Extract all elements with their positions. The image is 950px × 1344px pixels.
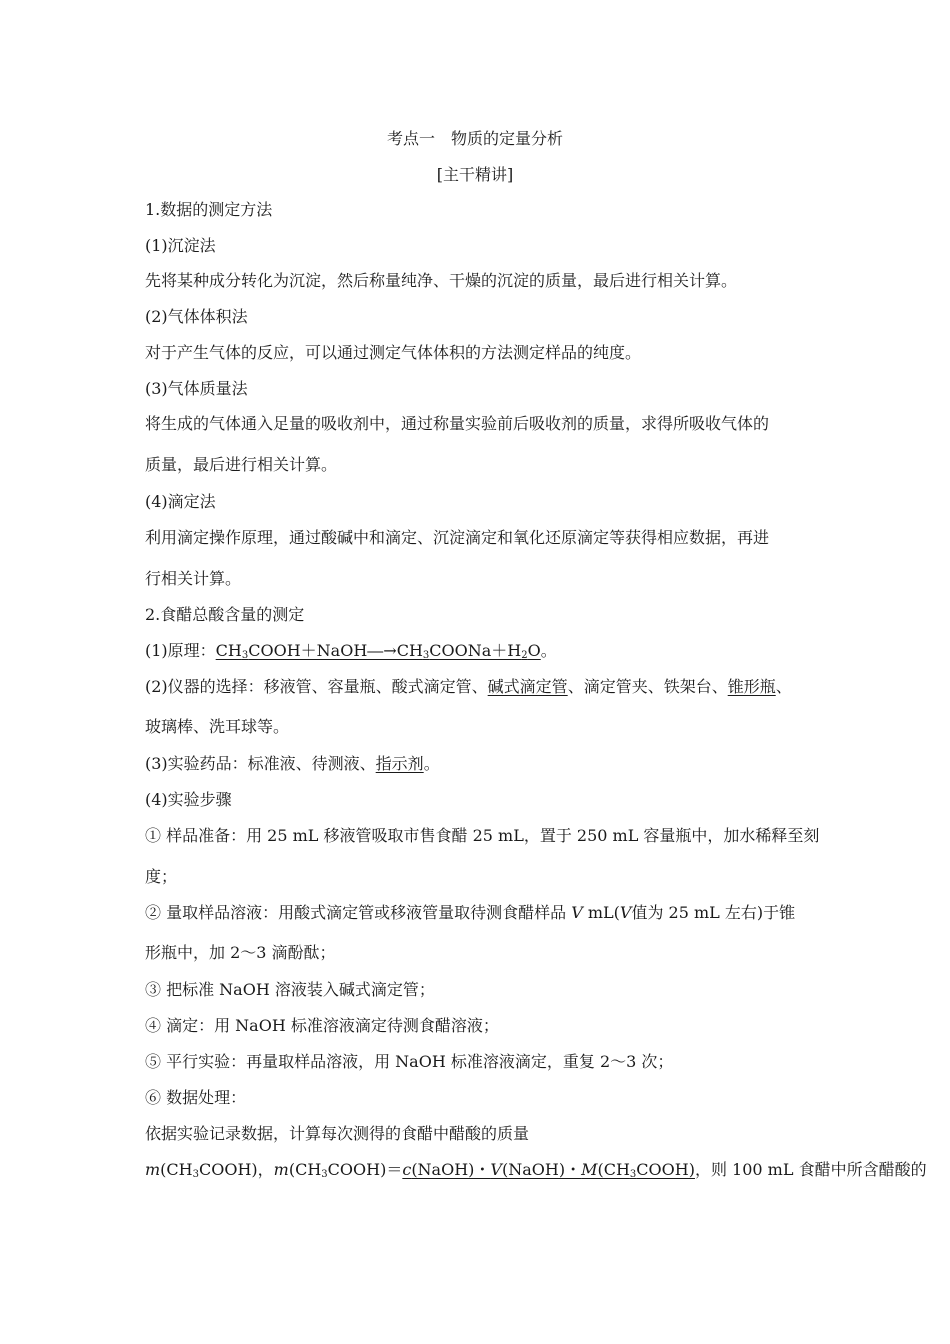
eq-part: COONa＋H: [429, 641, 522, 660]
step-2-text: 值为 25 mL 左右)于锥: [631, 903, 796, 922]
formula-text: COOH)，: [198, 1160, 274, 1179]
method-3-body-line1: 将生成的气体通入足量的吸收剂中，通过称量实验前后吸收剂的质量，求得所吸收气体的: [145, 414, 770, 433]
formula-text: COOH): [636, 1160, 695, 1179]
instruments-text: (2)仪器的选择：移液管、容量瓶、酸式滴定管、: [145, 677, 488, 696]
method-1-body: 先将某种成分转化为沉淀，然后称量纯净、干燥的沉淀的质量，最后进行相关计算。: [145, 271, 738, 290]
answer-basic-burette: 碱式滴定管: [487, 677, 568, 696]
instruments-text: 、: [775, 677, 792, 696]
principle-equation: [216, 641, 541, 660]
instruments-text: 、滴定管夹、铁架台、: [567, 677, 728, 696]
variable-v: V: [490, 1160, 502, 1179]
formula-subscript: 3: [192, 1169, 199, 1180]
step-2-line2: 形瓶中，加 2～3 滴酚酞；: [145, 943, 336, 962]
method-4-title: (4)滴定法: [145, 492, 216, 511]
principle-line: [145, 641, 825, 661]
page-title: 考点一 物质的定量分析: [386, 129, 563, 148]
eq-subscript: 3: [241, 650, 249, 661]
reagents-text: 。: [423, 754, 440, 773]
steps-heading: (4)实验步骤: [145, 790, 232, 809]
step-6-body: 依据实验记录数据，计算每次测得的食醋中醋酸的质量: [145, 1124, 530, 1143]
formula-line: [145, 1160, 927, 1180]
method-3-body-line2: 质量，最后进行相关计算。: [145, 455, 338, 474]
reagents-text: (3)实验药品：标准液、待测液、: [145, 754, 376, 773]
formula-text: COOH)＝: [327, 1160, 403, 1179]
eq-part: CH: [215, 641, 242, 660]
formula-subscript: 3: [629, 1169, 637, 1180]
method-4-body-line1: 利用滴定操作原理，通过酸碱中和滴定、沉淀滴定和氧化还原滴定等获得相应数据，再进: [145, 528, 770, 547]
formula-text: ，则 100 mL 食醋中所含醋酸的: [694, 1160, 927, 1179]
instruments-line1: [145, 677, 825, 697]
step-6: ⑥ 数据处理：: [145, 1088, 247, 1107]
variable-m: m: [145, 1160, 161, 1179]
instruments-line2: 玻璃棒、洗耳球等。: [145, 717, 290, 736]
step-3: ③ 把标准 NaOH 溶液装入碱式滴定管；: [145, 980, 435, 999]
formula-text: (CH: [597, 1160, 630, 1179]
variable-v: V: [571, 903, 583, 922]
method-4-body-line2: 行相关计算。: [145, 569, 242, 588]
answer-indicator: 指示剂: [375, 754, 424, 773]
step-2-line1: [145, 903, 825, 923]
principle-end: 。: [540, 641, 557, 660]
variable-v: V: [619, 903, 632, 922]
eq-subscript: 2: [521, 650, 528, 661]
step-2-text: mL(: [582, 903, 620, 922]
eq-subscript: 3: [422, 650, 430, 661]
step-1-line1: ① 样品准备：用 25 mL 移液管吸取市售食醋 25 mL，置于 250 mL 容量瓶中，加水稀释至刻: [145, 826, 820, 845]
answer-conical-flask: 锥形瓶: [727, 677, 776, 696]
section-subtitle: [主干精讲]: [436, 165, 514, 184]
formula-subscript: 3: [321, 1169, 328, 1180]
formula-text: (NaOH)・: [411, 1160, 491, 1179]
step-4: ④ 滴定：用 NaOH 标准溶液滴定待测食醋溶液；: [145, 1016, 499, 1035]
eq-part: COOH＋NaOH―→CH: [248, 641, 423, 660]
method-2-title: (2)气体体积法: [145, 307, 248, 326]
eq-part: O: [527, 641, 541, 660]
variable-m: m: [273, 1160, 289, 1179]
method-3-title: (3)气体质量法: [145, 379, 248, 398]
section-heading-1: 1.数据的测定方法: [145, 200, 273, 219]
variable-c: c: [402, 1160, 412, 1179]
variable-M: M: [581, 1160, 598, 1179]
formula-text: (NaOH)・: [501, 1160, 582, 1179]
formula-text: (CH: [160, 1160, 193, 1179]
principle-label: (1)原理：: [145, 641, 216, 660]
step-1-line2: 度；: [145, 867, 178, 886]
method-1-title: (1)沉淀法: [145, 236, 216, 255]
step-5: ⑤ 平行实验：再量取样品溶液，用 NaOH 标准溶液滴定，重复 2～3 次；: [145, 1052, 674, 1071]
method-2-body: 对于产生气体的反应，可以通过测定气体体积的方法测定样品的纯度。: [145, 343, 642, 362]
answer-formula: [402, 1160, 695, 1179]
section-heading-2: 2.食醋总酸含量的测定: [145, 605, 305, 624]
formula-text: (CH: [288, 1160, 322, 1179]
step-2-text: ② 量取样品溶液：用酸式滴定管或移液管量取待测食醋样品: [145, 903, 572, 922]
reagents-line: [145, 754, 825, 774]
